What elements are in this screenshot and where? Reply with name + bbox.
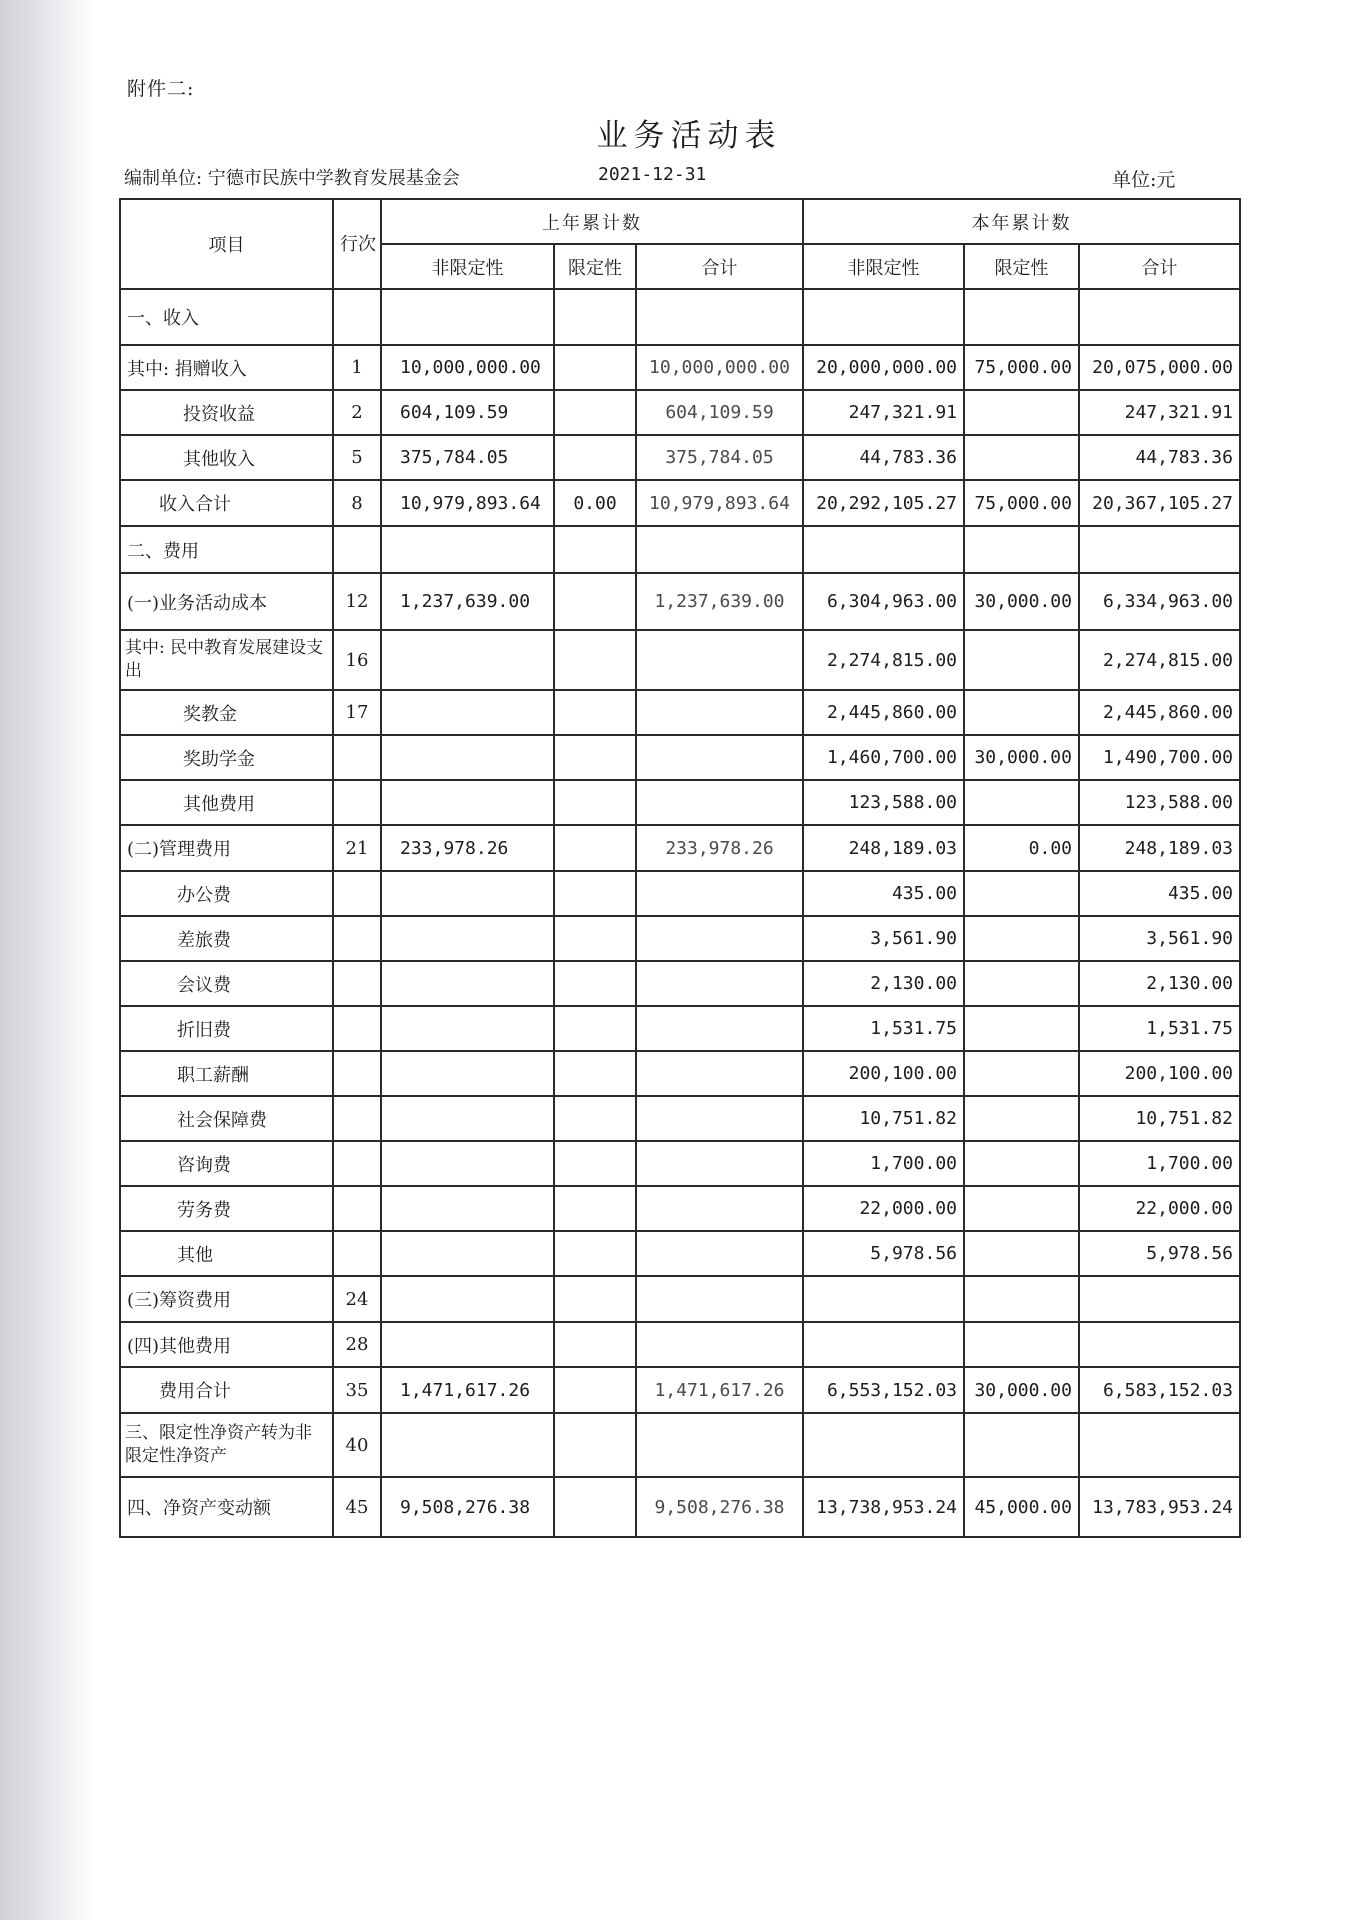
cell-py-r bbox=[554, 1477, 636, 1537]
cell-py-r bbox=[554, 435, 636, 480]
cell-py-r bbox=[554, 1051, 636, 1096]
cell-py-t bbox=[636, 1413, 803, 1477]
cell-py-t bbox=[636, 916, 803, 961]
table-row bbox=[120, 289, 1240, 345]
cell-py-r bbox=[554, 1276, 636, 1322]
table-row bbox=[120, 1051, 1240, 1096]
cell-item: 其他收入 bbox=[120, 435, 333, 480]
cell-py-u bbox=[381, 1051, 554, 1096]
cell-cy-r: 30,000.00 bbox=[964, 1367, 1079, 1413]
cell-py-r bbox=[554, 1367, 636, 1413]
cell-cy-r bbox=[964, 780, 1079, 825]
cell-cy-u: 6,553,152.03 bbox=[803, 1367, 964, 1413]
table-row bbox=[120, 573, 1240, 630]
cell-line bbox=[333, 1186, 381, 1231]
cell-py-t bbox=[636, 1051, 803, 1096]
header-curr-total: 合计 bbox=[1079, 244, 1240, 289]
cell-py-r bbox=[554, 573, 636, 630]
cell-item: 其中: 捐赠收入 bbox=[120, 345, 333, 390]
cell-line: 12 bbox=[333, 573, 381, 630]
cell-line bbox=[333, 1051, 381, 1096]
table-row bbox=[120, 735, 1240, 780]
cell-cy-u: 247,321.91 bbox=[803, 390, 964, 435]
cell-item: 三、限定性净资产转为非限定性净资产 bbox=[120, 1413, 333, 1477]
cell-item: 其他 bbox=[120, 1231, 333, 1276]
cell-cy-t: 5,978.56 bbox=[1079, 1231, 1240, 1276]
cell-py-r bbox=[554, 1096, 636, 1141]
cell-py-u: 1,471,617.26 bbox=[381, 1367, 554, 1413]
cell-item: 奖教金 bbox=[120, 690, 333, 735]
table-row bbox=[120, 1186, 1240, 1231]
header-item: 项目 bbox=[120, 199, 333, 289]
cell-cy-r bbox=[964, 1231, 1079, 1276]
header-prev-year: 上年累计数 bbox=[381, 199, 803, 244]
table-row bbox=[120, 1322, 1240, 1367]
cell-py-t bbox=[636, 1186, 803, 1231]
cell-py-t bbox=[636, 630, 803, 690]
cell-item: 会议费 bbox=[120, 961, 333, 1006]
cell-cy-r bbox=[964, 1096, 1079, 1141]
cell-cy-r bbox=[964, 289, 1079, 345]
cell-line bbox=[333, 1141, 381, 1186]
cell-cy-r bbox=[964, 1276, 1079, 1322]
cell-line: 45 bbox=[333, 1477, 381, 1537]
cell-py-r bbox=[554, 289, 636, 345]
cell-cy-u: 3,561.90 bbox=[803, 916, 964, 961]
table-row bbox=[120, 961, 1240, 1006]
table-row bbox=[120, 780, 1240, 825]
cell-py-t bbox=[636, 871, 803, 916]
cell-cy-t: 1,531.75 bbox=[1079, 1006, 1240, 1051]
cell-line bbox=[333, 916, 381, 961]
cell-item: 劳务费 bbox=[120, 1186, 333, 1231]
cell-cy-r: 30,000.00 bbox=[964, 573, 1079, 630]
table-row bbox=[120, 390, 1240, 435]
cell-py-u bbox=[381, 1231, 554, 1276]
cell-line: 2 bbox=[333, 390, 381, 435]
cell-py-u bbox=[381, 1276, 554, 1322]
cell-py-u: 375,784.05 bbox=[381, 435, 554, 480]
cell-cy-t: 123,588.00 bbox=[1079, 780, 1240, 825]
cell-py-t bbox=[636, 1141, 803, 1186]
cell-cy-t: 248,189.03 bbox=[1079, 825, 1240, 871]
cell-cy-t bbox=[1079, 1413, 1240, 1477]
cell-item: 其他费用 bbox=[120, 780, 333, 825]
cell-line: 40 bbox=[333, 1413, 381, 1477]
cell-cy-t: 10,751.82 bbox=[1079, 1096, 1240, 1141]
cell-py-t bbox=[636, 1322, 803, 1367]
cell-py-u bbox=[381, 1322, 554, 1367]
cell-py-r bbox=[554, 916, 636, 961]
cell-py-r bbox=[554, 1006, 636, 1051]
cell-line bbox=[333, 780, 381, 825]
cell-cy-r: 75,000.00 bbox=[964, 480, 1079, 526]
cell-cy-t: 22,000.00 bbox=[1079, 1186, 1240, 1231]
table-row bbox=[120, 1276, 1240, 1322]
cell-cy-t: 3,561.90 bbox=[1079, 916, 1240, 961]
cell-cy-t bbox=[1079, 1276, 1240, 1322]
cell-item: (四)其他费用 bbox=[120, 1322, 333, 1367]
cell-cy-t: 44,783.36 bbox=[1079, 435, 1240, 480]
cell-py-t: 233,978.26 bbox=[636, 825, 803, 871]
cell-py-r bbox=[554, 961, 636, 1006]
cell-py-t: 9,508,276.38 bbox=[636, 1477, 803, 1537]
cell-cy-r: 75,000.00 bbox=[964, 345, 1079, 390]
cell-cy-u: 248,189.03 bbox=[803, 825, 964, 871]
cell-line: 1 bbox=[333, 345, 381, 390]
cell-py-t: 1,471,617.26 bbox=[636, 1367, 803, 1413]
cell-line bbox=[333, 289, 381, 345]
cell-cy-t: 1,700.00 bbox=[1079, 1141, 1240, 1186]
table-row bbox=[120, 690, 1240, 735]
cell-item: 折旧费 bbox=[120, 1006, 333, 1051]
cell-py-u bbox=[381, 1006, 554, 1051]
cell-cy-r bbox=[964, 1006, 1079, 1051]
cell-cy-u: 435.00 bbox=[803, 871, 964, 916]
table-row bbox=[120, 480, 1240, 526]
cell-cy-u: 22,000.00 bbox=[803, 1186, 964, 1231]
header-curr-restricted: 限定性 bbox=[964, 244, 1079, 289]
cell-cy-r bbox=[964, 1322, 1079, 1367]
header-curr-year: 本年累计数 bbox=[803, 199, 1240, 244]
cell-line: 35 bbox=[333, 1367, 381, 1413]
cell-line: 8 bbox=[333, 480, 381, 526]
cell-line: 21 bbox=[333, 825, 381, 871]
cell-py-t bbox=[636, 780, 803, 825]
cell-cy-t bbox=[1079, 526, 1240, 573]
cell-line bbox=[333, 735, 381, 780]
cell-py-u: 10,000,000.00 bbox=[381, 345, 554, 390]
cell-cy-r bbox=[964, 630, 1079, 690]
cell-cy-t bbox=[1079, 1322, 1240, 1367]
cell-py-r bbox=[554, 1186, 636, 1231]
cell-cy-t: 20,367,105.27 bbox=[1079, 480, 1240, 526]
cell-py-r bbox=[554, 780, 636, 825]
cell-py-t bbox=[636, 735, 803, 780]
annex-label: 附件二: bbox=[127, 78, 195, 100]
cell-py-u: 10,979,893.64 bbox=[381, 480, 554, 526]
cell-cy-u: 2,130.00 bbox=[803, 961, 964, 1006]
table-row bbox=[120, 630, 1240, 690]
cell-item: 投资收益 bbox=[120, 390, 333, 435]
cell-py-t: 604,109.59 bbox=[636, 390, 803, 435]
cell-py-u bbox=[381, 1141, 554, 1186]
cell-py-r bbox=[554, 345, 636, 390]
cell-cy-u: 44,783.36 bbox=[803, 435, 964, 480]
cell-cy-u: 1,531.75 bbox=[803, 1006, 964, 1051]
cell-py-u: 1,237,639.00 bbox=[381, 573, 554, 630]
cell-line bbox=[333, 1096, 381, 1141]
cell-py-u bbox=[381, 961, 554, 1006]
cell-cy-u: 20,292,105.27 bbox=[803, 480, 964, 526]
cell-line bbox=[333, 871, 381, 916]
table-row bbox=[120, 871, 1240, 916]
header-curr-unrestricted: 非限定性 bbox=[803, 244, 964, 289]
header-line-no: 行次 bbox=[333, 199, 381, 289]
cell-line: 24 bbox=[333, 1276, 381, 1322]
cell-py-u bbox=[381, 871, 554, 916]
table-row bbox=[120, 1231, 1240, 1276]
cell-cy-r bbox=[964, 961, 1079, 1006]
cell-py-u bbox=[381, 1096, 554, 1141]
cell-cy-t: 20,075,000.00 bbox=[1079, 345, 1240, 390]
cell-item: 办公费 bbox=[120, 871, 333, 916]
cell-py-r bbox=[554, 1413, 636, 1477]
table-row bbox=[120, 526, 1240, 573]
cell-py-r bbox=[554, 526, 636, 573]
cell-py-t bbox=[636, 1006, 803, 1051]
cell-item: 一、收入 bbox=[120, 289, 333, 345]
cell-cy-r bbox=[964, 435, 1079, 480]
cell-cy-u: 123,588.00 bbox=[803, 780, 964, 825]
cell-py-u bbox=[381, 780, 554, 825]
cell-cy-r: 45,000.00 bbox=[964, 1477, 1079, 1537]
cell-cy-u: 1,700.00 bbox=[803, 1141, 964, 1186]
cell-py-r bbox=[554, 735, 636, 780]
cell-cy-u bbox=[803, 1276, 964, 1322]
cell-py-r bbox=[554, 825, 636, 871]
cell-line bbox=[333, 526, 381, 573]
cell-py-u bbox=[381, 1186, 554, 1231]
cell-cy-t: 13,783,953.24 bbox=[1079, 1477, 1240, 1537]
table-row bbox=[120, 825, 1240, 871]
cell-py-r bbox=[554, 1231, 636, 1276]
cell-cy-r bbox=[964, 690, 1079, 735]
cell-cy-u bbox=[803, 1413, 964, 1477]
cell-py-r: 0.00 bbox=[554, 480, 636, 526]
cell-cy-t: 6,583,152.03 bbox=[1079, 1367, 1240, 1413]
cell-cy-r: 30,000.00 bbox=[964, 735, 1079, 780]
cell-cy-t: 2,445,860.00 bbox=[1079, 690, 1240, 735]
report-date: 2021-12-31 bbox=[598, 164, 707, 185]
cell-py-t bbox=[636, 1231, 803, 1276]
cell-cy-r bbox=[964, 1413, 1079, 1477]
cell-py-t: 1,237,639.00 bbox=[636, 573, 803, 630]
cell-cy-t: 247,321.91 bbox=[1079, 390, 1240, 435]
cell-cy-r bbox=[964, 1051, 1079, 1096]
cell-py-r bbox=[554, 630, 636, 690]
cell-line bbox=[333, 961, 381, 1006]
cell-cy-r bbox=[964, 526, 1079, 573]
header-prev-restricted: 限定性 bbox=[554, 244, 636, 289]
cell-item: 四、净资产变动额 bbox=[120, 1477, 333, 1537]
cell-line: 16 bbox=[333, 630, 381, 690]
cell-line bbox=[333, 1006, 381, 1051]
cell-py-u bbox=[381, 690, 554, 735]
cell-py-t: 10,979,893.64 bbox=[636, 480, 803, 526]
cell-py-u: 9,508,276.38 bbox=[381, 1477, 554, 1537]
cell-line: 5 bbox=[333, 435, 381, 480]
cell-item: 咨询费 bbox=[120, 1141, 333, 1186]
cell-line: 28 bbox=[333, 1322, 381, 1367]
cell-py-r bbox=[554, 871, 636, 916]
table-header bbox=[120, 199, 1240, 289]
cell-cy-u: 13,738,953.24 bbox=[803, 1477, 964, 1537]
cell-cy-u bbox=[803, 1322, 964, 1367]
cell-py-u: 233,978.26 bbox=[381, 825, 554, 871]
cell-line bbox=[333, 1231, 381, 1276]
table-row bbox=[120, 1413, 1240, 1477]
cell-item: (二)管理费用 bbox=[120, 825, 333, 871]
cell-py-u bbox=[381, 916, 554, 961]
preparing-unit: 编制单位: 宁德市民族中学教育发展基金会 bbox=[124, 168, 460, 189]
table-row bbox=[120, 1367, 1240, 1413]
cell-cy-t: 1,490,700.00 bbox=[1079, 735, 1240, 780]
cell-cy-t: 2,274,815.00 bbox=[1079, 630, 1240, 690]
cell-cy-u: 6,304,963.00 bbox=[803, 573, 964, 630]
cell-cy-u bbox=[803, 526, 964, 573]
cell-cy-r bbox=[964, 916, 1079, 961]
cell-cy-t bbox=[1079, 289, 1240, 345]
cell-cy-t: 435.00 bbox=[1079, 871, 1240, 916]
cell-py-r bbox=[554, 1322, 636, 1367]
cell-py-r bbox=[554, 390, 636, 435]
table-body bbox=[120, 289, 1240, 1537]
cell-cy-t: 6,334,963.00 bbox=[1079, 573, 1240, 630]
cell-item: (一)业务活动成本 bbox=[120, 573, 333, 630]
cell-item: (三)筹资费用 bbox=[120, 1276, 333, 1322]
header-prev-total: 合计 bbox=[636, 244, 803, 289]
cell-py-r bbox=[554, 1141, 636, 1186]
cell-py-t bbox=[636, 1096, 803, 1141]
cell-cy-r bbox=[964, 871, 1079, 916]
cell-item: 社会保障费 bbox=[120, 1096, 333, 1141]
cell-line: 17 bbox=[333, 690, 381, 735]
table-row bbox=[120, 1477, 1240, 1537]
cell-cy-u: 2,274,815.00 bbox=[803, 630, 964, 690]
cell-cy-u: 2,445,860.00 bbox=[803, 690, 964, 735]
cell-py-u bbox=[381, 630, 554, 690]
cell-py-u bbox=[381, 526, 554, 573]
cell-py-t bbox=[636, 289, 803, 345]
cell-item: 二、费用 bbox=[120, 526, 333, 573]
cell-cy-u: 200,100.00 bbox=[803, 1051, 964, 1096]
cell-py-u bbox=[381, 1413, 554, 1477]
table-row bbox=[120, 1006, 1240, 1051]
cell-item: 收入合计 bbox=[120, 480, 333, 526]
cell-cy-u: 20,000,000.00 bbox=[803, 345, 964, 390]
cell-item: 奖助学金 bbox=[120, 735, 333, 780]
scan-shadow-edge bbox=[0, 0, 96, 1920]
cell-cy-r bbox=[964, 1141, 1079, 1186]
cell-cy-u bbox=[803, 289, 964, 345]
cell-cy-t: 200,100.00 bbox=[1079, 1051, 1240, 1096]
cell-cy-r: 0.00 bbox=[964, 825, 1079, 871]
currency-unit: 单位:元 bbox=[1112, 169, 1176, 191]
cell-py-r bbox=[554, 690, 636, 735]
table-row bbox=[120, 1096, 1240, 1141]
cell-cy-u: 1,460,700.00 bbox=[803, 735, 964, 780]
cell-cy-u: 10,751.82 bbox=[803, 1096, 964, 1141]
cell-item: 差旅费 bbox=[120, 916, 333, 961]
cell-py-t: 10,000,000.00 bbox=[636, 345, 803, 390]
table-row bbox=[120, 345, 1240, 390]
cell-py-u: 604,109.59 bbox=[381, 390, 554, 435]
cell-item: 费用合计 bbox=[120, 1367, 333, 1413]
cell-py-t bbox=[636, 526, 803, 573]
cell-item: 职工薪酬 bbox=[120, 1051, 333, 1096]
table-row bbox=[120, 1141, 1240, 1186]
cell-py-u bbox=[381, 289, 554, 345]
cell-cy-u: 5,978.56 bbox=[803, 1231, 964, 1276]
cell-item: 其中: 民中教育发展建设支出 bbox=[120, 630, 333, 690]
header-prev-unrestricted: 非限定性 bbox=[381, 244, 554, 289]
table-row bbox=[120, 435, 1240, 480]
cell-py-t bbox=[636, 961, 803, 1006]
cell-py-u bbox=[381, 735, 554, 780]
cell-cy-r bbox=[964, 390, 1079, 435]
cell-py-t bbox=[636, 690, 803, 735]
table-row bbox=[120, 916, 1240, 961]
report-title: 业务活动表 bbox=[596, 118, 782, 154]
business-activity-table bbox=[119, 198, 1241, 1538]
cell-py-t bbox=[636, 1276, 803, 1322]
cell-cy-t: 2,130.00 bbox=[1079, 961, 1240, 1006]
cell-cy-r bbox=[964, 1186, 1079, 1231]
cell-py-t: 375,784.05 bbox=[636, 435, 803, 480]
